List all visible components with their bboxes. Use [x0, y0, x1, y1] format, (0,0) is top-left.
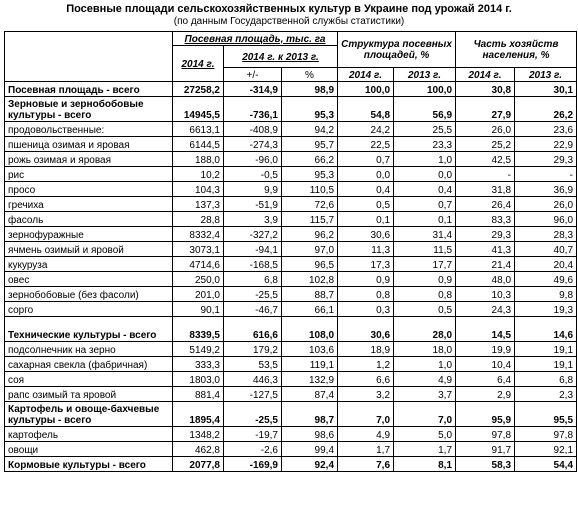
crop-name-cell: рожь озимая и яровая [5, 152, 173, 167]
value-cell: 66,2 [282, 152, 338, 167]
header-household-2014: 2014 г. [456, 68, 515, 82]
value-cell: 14,6 [515, 317, 577, 342]
value-cell: -46,7 [224, 302, 282, 317]
table-row [5, 457, 577, 472]
crop-name-cell: картофель [5, 427, 173, 442]
value-cell: 6,4 [456, 372, 515, 387]
value-cell: -51,9 [224, 197, 282, 212]
table-row [5, 442, 577, 457]
page-title: Посевные площади сельскохозяйственных культур в Украине под урожай 2014 г. [66, 3, 512, 15]
value-cell: 179,2 [224, 342, 282, 357]
value-cell: 7,6 [338, 457, 394, 472]
value-cell: 3,9 [224, 212, 282, 227]
crop-name-cell: Картофель и овоще-бахчевые культуры - всего [5, 402, 173, 427]
value-cell: -127,5 [224, 387, 282, 402]
value-cell: 4,9 [338, 427, 394, 442]
value-cell: 0,7 [338, 152, 394, 167]
value-cell: 83,3 [456, 212, 515, 227]
value-cell: 26,0 [515, 197, 577, 212]
value-cell: 25,2 [456, 137, 515, 152]
value-cell: 14,5 [456, 317, 515, 342]
value-cell: 1,0 [394, 357, 456, 372]
table-row [5, 287, 577, 302]
table-row [5, 137, 577, 152]
value-cell: -408,9 [224, 122, 282, 137]
value-cell: 36,9 [515, 182, 577, 197]
value-cell: 20,4 [515, 257, 577, 272]
value-cell: 19,1 [515, 342, 577, 357]
value-cell: 30,8 [456, 82, 515, 97]
value-cell: -736,1 [224, 97, 282, 122]
table-row [5, 227, 577, 242]
value-cell: -314,9 [224, 82, 282, 97]
value-cell: 27258,2 [173, 82, 224, 97]
value-cell: 28,3 [515, 227, 577, 242]
value-cell: 0,9 [394, 272, 456, 287]
crop-name-cell: сорго [5, 302, 173, 317]
table-row [5, 257, 577, 272]
value-cell: 41,3 [456, 242, 515, 257]
table-row [5, 167, 577, 182]
crop-name-cell: Посевная площадь - всего [5, 82, 173, 97]
value-cell: 5,0 [394, 427, 456, 442]
value-cell: 30,1 [515, 82, 577, 97]
value-cell: 26,2 [515, 97, 577, 122]
value-cell: 31,4 [394, 227, 456, 242]
value-cell: 6,6 [338, 372, 394, 387]
header-household-group: Часть хозяйств населения, % [456, 32, 577, 68]
value-cell: 0,1 [394, 212, 456, 227]
value-cell: 104,3 [173, 182, 224, 197]
value-cell: -168,5 [224, 257, 282, 272]
value-cell: 2,3 [515, 387, 577, 402]
value-cell: 19,9 [456, 342, 515, 357]
table-row [5, 302, 577, 317]
value-cell: 0,0 [338, 167, 394, 182]
crop-name-cell: Технические культуры - всего [5, 317, 173, 342]
value-cell: -327,2 [224, 227, 282, 242]
crop-name-cell: гречиха [5, 197, 173, 212]
value-cell: 58,3 [456, 457, 515, 472]
header-percent: % [282, 68, 338, 82]
title-block [0, 0, 578, 28]
value-cell: 9,9 [224, 182, 282, 197]
value-cell: 27,9 [456, 97, 515, 122]
value-cell: 66,1 [282, 302, 338, 317]
value-cell: 24,3 [456, 302, 515, 317]
value-cell: 17,7 [394, 257, 456, 272]
value-cell: 98,9 [282, 82, 338, 97]
value-cell: 97,8 [456, 427, 515, 442]
value-cell: 0,8 [338, 287, 394, 302]
crop-name-cell: овес [5, 272, 173, 287]
value-cell: 881,4 [173, 387, 224, 402]
value-cell: 9,8 [515, 287, 577, 302]
value-cell: 3073,1 [173, 242, 224, 257]
value-cell: 616,6 [224, 317, 282, 342]
crop-name-cell: просо [5, 182, 173, 197]
value-cell: 72,6 [282, 197, 338, 212]
value-cell: 446,3 [224, 372, 282, 387]
value-cell: 1,7 [338, 442, 394, 457]
value-cell: 10,2 [173, 167, 224, 182]
value-cell: 1895,4 [173, 402, 224, 427]
header-structure-2013: 2013 г. [394, 68, 456, 82]
value-cell: 103,6 [282, 342, 338, 357]
crop-name-cell: фасоль [5, 212, 173, 227]
value-cell: 23,6 [515, 122, 577, 137]
value-cell: 21,4 [456, 257, 515, 272]
value-cell: 49,6 [515, 272, 577, 287]
value-cell: 5149,2 [173, 342, 224, 357]
crop-name-cell: сахарная свекла (фабричная) [5, 357, 173, 372]
value-cell: 8,1 [394, 457, 456, 472]
value-cell: 0,4 [338, 182, 394, 197]
value-cell: 1348,2 [173, 427, 224, 442]
table-row [5, 317, 577, 342]
value-cell: 40,7 [515, 242, 577, 257]
value-cell: 100,0 [394, 82, 456, 97]
table-row [5, 82, 577, 97]
value-cell: 0,8 [394, 287, 456, 302]
value-cell: 56,9 [394, 97, 456, 122]
header-area-change: 2014 г. к 2013 г. [224, 46, 338, 68]
header-blank [5, 32, 173, 82]
value-cell: 19,3 [515, 302, 577, 317]
value-cell: 4714,6 [173, 257, 224, 272]
value-cell: 26,0 [456, 122, 515, 137]
value-cell: 95,3 [282, 97, 338, 122]
value-cell: 54,4 [515, 457, 577, 472]
value-cell: 201,0 [173, 287, 224, 302]
value-cell: 188,0 [173, 152, 224, 167]
value-cell: 97,0 [282, 242, 338, 257]
crop-name-cell: рис [5, 167, 173, 182]
crop-name-cell: рапс озимый та яровой [5, 387, 173, 402]
value-cell: -94,1 [224, 242, 282, 257]
value-cell: 92,4 [282, 457, 338, 472]
crop-name-cell: Зерновые и зернобобовые культуры - всего [5, 97, 173, 122]
value-cell: 26,4 [456, 197, 515, 212]
value-cell: 3,7 [394, 387, 456, 402]
value-cell: 6,8 [515, 372, 577, 387]
header-area-group: Посевная площадь, тыс. га [173, 32, 338, 46]
value-cell: 94,2 [282, 122, 338, 137]
table-row [5, 342, 577, 357]
value-cell: 1,2 [338, 357, 394, 372]
value-cell: 42,5 [456, 152, 515, 167]
value-cell: -96,0 [224, 152, 282, 167]
crop-name-cell: кукуруза [5, 257, 173, 272]
table-row [5, 97, 577, 122]
table-row [5, 242, 577, 257]
header-structure-group: Структура посевных площадей, % [338, 32, 456, 68]
value-cell: 22,9 [515, 137, 577, 152]
value-cell: -169,9 [224, 457, 282, 472]
value-cell: 19,1 [515, 357, 577, 372]
value-cell: 18,9 [338, 342, 394, 357]
value-cell: 87,4 [282, 387, 338, 402]
value-cell: 108,0 [282, 317, 338, 342]
value-cell: 96,5 [282, 257, 338, 272]
value-cell: 2,9 [456, 387, 515, 402]
value-cell: 0,5 [338, 197, 394, 212]
value-cell: 29,3 [456, 227, 515, 242]
value-cell: 95,3 [282, 167, 338, 182]
value-cell: 0,0 [394, 167, 456, 182]
value-cell: 91,7 [456, 442, 515, 457]
value-cell: - [515, 167, 577, 182]
header-area-2014: 2014 г. [173, 46, 224, 82]
value-cell: 98,6 [282, 427, 338, 442]
table-row [5, 152, 577, 167]
value-cell: 22,5 [338, 137, 394, 152]
crop-name-cell: подсолнечник на зерно [5, 342, 173, 357]
crop-name-cell: продовольственные: [5, 122, 173, 137]
value-cell: -0,5 [224, 167, 282, 182]
value-cell: 100,0 [338, 82, 394, 97]
value-cell: 29,3 [515, 152, 577, 167]
value-cell: 18,0 [394, 342, 456, 357]
value-cell: 333,3 [173, 357, 224, 372]
value-cell: 0,3 [338, 302, 394, 317]
value-cell: 53,5 [224, 357, 282, 372]
crop-name-cell: ячмень озимый и яровой [5, 242, 173, 257]
value-cell: 0,9 [338, 272, 394, 287]
crop-name-cell: соя [5, 372, 173, 387]
value-cell: 3,2 [338, 387, 394, 402]
table-row [5, 357, 577, 372]
value-cell: 88,7 [282, 287, 338, 302]
table-row [5, 372, 577, 387]
value-cell: 0,7 [394, 197, 456, 212]
value-cell: 48,0 [456, 272, 515, 287]
page-subtitle: (по данным Государственной службы статистики) [173, 16, 405, 27]
table-row [5, 122, 577, 137]
value-cell: 30,6 [338, 227, 394, 242]
header-plusminus: +/- [224, 68, 282, 82]
value-cell: 7,0 [338, 402, 394, 427]
value-cell: 6613,1 [173, 122, 224, 137]
value-cell: 119,1 [282, 357, 338, 372]
value-cell: 10,3 [456, 287, 515, 302]
value-cell: 95,7 [282, 137, 338, 152]
value-cell: 11,5 [394, 242, 456, 257]
value-cell: 0,1 [338, 212, 394, 227]
value-cell: 17,3 [338, 257, 394, 272]
crop-name-cell: овощи [5, 442, 173, 457]
value-cell: -2,6 [224, 442, 282, 457]
crop-name-cell: зернобобовые (без фасоли) [5, 287, 173, 302]
value-cell: -19,7 [224, 427, 282, 442]
value-cell: 28,0 [394, 317, 456, 342]
value-cell: 1,0 [394, 152, 456, 167]
value-cell: 28,8 [173, 212, 224, 227]
table-row [5, 182, 577, 197]
value-cell: 95,5 [515, 402, 577, 427]
value-cell: 4,9 [394, 372, 456, 387]
value-cell: 137,3 [173, 197, 224, 212]
value-cell: 110,5 [282, 182, 338, 197]
value-cell: 95,9 [456, 402, 515, 427]
value-cell: 7,0 [394, 402, 456, 427]
value-cell: 24,2 [338, 122, 394, 137]
value-cell: 8332,4 [173, 227, 224, 242]
value-cell: 1,7 [394, 442, 456, 457]
crop-area-table [4, 31, 577, 472]
value-cell: 102,8 [282, 272, 338, 287]
value-cell: 462,8 [173, 442, 224, 457]
value-cell: 96,0 [515, 212, 577, 227]
value-cell: 90,1 [173, 302, 224, 317]
table-row [5, 212, 577, 227]
crop-name-cell: пшеница озимая и яровая [5, 137, 173, 152]
value-cell: 11,3 [338, 242, 394, 257]
value-cell: 8339,5 [173, 317, 224, 342]
table-row [5, 272, 577, 287]
table-row [5, 427, 577, 442]
value-cell: 14945,5 [173, 97, 224, 122]
value-cell: 0,4 [394, 182, 456, 197]
value-cell: 96,2 [282, 227, 338, 242]
value-cell: - [456, 167, 515, 182]
value-cell: 6,8 [224, 272, 282, 287]
table-row [5, 387, 577, 402]
value-cell: 54,8 [338, 97, 394, 122]
crop-name-cell: Кормовые культуры - всего [5, 457, 173, 472]
value-cell: 6144,5 [173, 137, 224, 152]
value-cell: 99,4 [282, 442, 338, 457]
value-cell: 92,1 [515, 442, 577, 457]
value-cell: 132,9 [282, 372, 338, 387]
value-cell: 97,8 [515, 427, 577, 442]
value-cell: 115,7 [282, 212, 338, 227]
value-cell: 25,5 [394, 122, 456, 137]
table-row [5, 402, 577, 427]
value-cell: 23,3 [394, 137, 456, 152]
value-cell: -25,5 [224, 287, 282, 302]
value-cell: 98,7 [282, 402, 338, 427]
table-body [5, 82, 577, 472]
value-cell: 1803,0 [173, 372, 224, 387]
value-cell: 10,4 [456, 357, 515, 372]
header-structure-2014: 2014 г. [338, 68, 394, 82]
value-cell: 31,8 [456, 182, 515, 197]
table-row [5, 197, 577, 212]
value-cell: 0,5 [394, 302, 456, 317]
value-cell: 30,6 [338, 317, 394, 342]
crop-name-cell: зернофуражные [5, 227, 173, 242]
value-cell: 250,0 [173, 272, 224, 287]
value-cell: 2077,8 [173, 457, 224, 472]
value-cell: -274,3 [224, 137, 282, 152]
header-household-2013: 2013 г. [515, 68, 577, 82]
value-cell: -25,5 [224, 402, 282, 427]
